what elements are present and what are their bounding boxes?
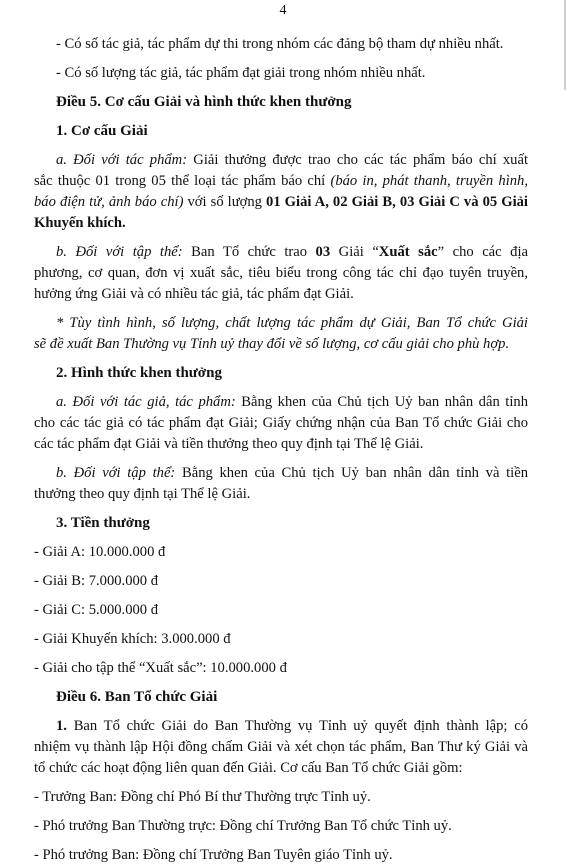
text: ” cho các địa (437, 244, 528, 260)
paragraph-works-line-2 (34, 171, 528, 191)
italic-text: (báo in, phát thanh, truyền hình, (330, 173, 528, 189)
italic-text: báo điện tử, ảnh báo chí) (34, 194, 184, 210)
bold-text: Xuất sắc (378, 244, 438, 260)
label-collective: b. Đối với tập thể: (56, 244, 183, 260)
committee-line-1 (56, 716, 528, 736)
paragraph-works-line-4: Khuyến khích. (34, 215, 126, 231)
paragraph-collective-line-1 (56, 242, 528, 262)
bold-text: 01 Giải A, 02 Giải B, 03 Giải C và 05 Giải (266, 194, 528, 210)
text: sắc thuộc 01 trong 05 thể loại tác phẩm báo chí (34, 173, 331, 189)
label-collective: b. Đối với tập thể: (56, 465, 176, 481)
text: Giải “ (330, 244, 379, 260)
reward-works-line-2: cho các tác giả có tác phẩm đạt Giải; Giấy chứng nhận của Ban Tổ chức Giải cho (34, 415, 528, 431)
article-5-heading: Điều 5. Cơ cấu Giải và hình thức khen thưởng (56, 94, 352, 110)
bold-number: 1. (56, 718, 67, 734)
page-number: 4 (279, 3, 287, 18)
prize-consolation: - Giải Khuyến khích: 3.000.000 đ (34, 631, 231, 647)
label-works: a. Đối với tác phẩm: (56, 152, 188, 168)
committee-line-2: nhiệm vụ thành lập Hội đồng chấm Giải và xét chọn tác phẩm, Ban Thư ký Giải và (34, 739, 528, 755)
reward-collective-line-2: thưởng theo quy định tại Thể lệ Giải. (34, 486, 251, 502)
paragraph-collective-line-2: phương, cơ quan, đơn vị xuất sắc, tiêu biểu trong công tác chỉ đạo tuyên truyền, (34, 265, 528, 281)
member-head: - Trưởng Ban: Đồng chí Phó Bí thư Thường trực Tỉnh uỷ. (34, 789, 371, 805)
bold-text: 03 (315, 244, 331, 260)
criteria-line-1: - Có số tác giả, tác phẩm dự thi trong nhóm các đảng bộ tham dự nhiều nhất. (56, 36, 504, 52)
section-1-heading: 1. Cơ cấu Giải (56, 123, 148, 139)
prize-c: - Giải C: 5.000.000 đ (34, 602, 159, 618)
text: với số lượng (183, 194, 267, 210)
text: Giải thưởng được trao cho các tác phẩm báo chí xuất (187, 152, 528, 168)
reward-works-line-3: các tác phẩm đạt Giải và tiền thưởng theo quy định tại Thể lệ Giải. (34, 436, 424, 452)
text: Ban Tổ chức trao (182, 244, 316, 260)
article-6-heading: Điều 6. Ban Tổ chức Giải (56, 689, 218, 705)
prize-collective: - Giải cho tập thể “Xuất sắc”: 10.000.000 đ (34, 660, 287, 676)
note-line-2: sẽ đề xuất Ban Thường vụ Tỉnh uỷ thay đổi về số lượng, cơ cấu giải cho phù hợp. (34, 336, 510, 352)
text: Bằng khen của Chủ tịch Uỷ ban nhân dân tỉnh (235, 394, 528, 410)
note-line-1: * Tùy tình hình, số lượng, chất lượng tác phẩm dự Giải, Ban Tổ chức Giải (56, 315, 528, 331)
prize-a: - Giải A: 10.000.000 đ (34, 544, 166, 560)
member-standing-deputy: - Phó trưởng Ban Thường trực: Đồng chí Trưởng Ban Tổ chức Tỉnh uỷ. (34, 818, 452, 834)
reward-collective-line-1 (56, 463, 528, 483)
prize-b: - Giải B: 7.000.000 đ (34, 573, 159, 589)
member-deputy: - Phó trưởng Ban: Đồng chí Trưởng Ban Tuyên giáo Tỉnh uỷ. (34, 847, 393, 863)
section-3-heading: 3. Tiền thưởng (56, 515, 150, 531)
paragraph-works-line-1 (56, 150, 528, 170)
reward-works-line-1 (56, 392, 528, 412)
paragraph-collective-line-3: hưởng ứng Giải và có nhiều tác giả, tác phẩm đạt Giải. (34, 286, 354, 302)
committee-line-3: tổ chức các hoạt động liên quan đến Giải. Cơ cấu Ban Tổ chức Giải gồm: (34, 760, 463, 776)
criteria-line-2: - Có số lượng tác giả, tác phẩm đạt giải trong nhóm nhiều nhất. (56, 65, 426, 81)
paragraph-works-line-3 (34, 192, 528, 212)
section-2-heading: 2. Hình thức khen thưởng (56, 365, 222, 381)
text: Ban Tổ chức Giải do Ban Thường vụ Tỉnh uỷ quyết định thành lập; có (66, 718, 528, 734)
text: Bằng khen của Chủ tịch Uỷ ban nhân dân tỉnh và tiền (175, 465, 528, 481)
label-authors-works: a. Đối với tác giả, tác phẩm: (56, 394, 236, 410)
